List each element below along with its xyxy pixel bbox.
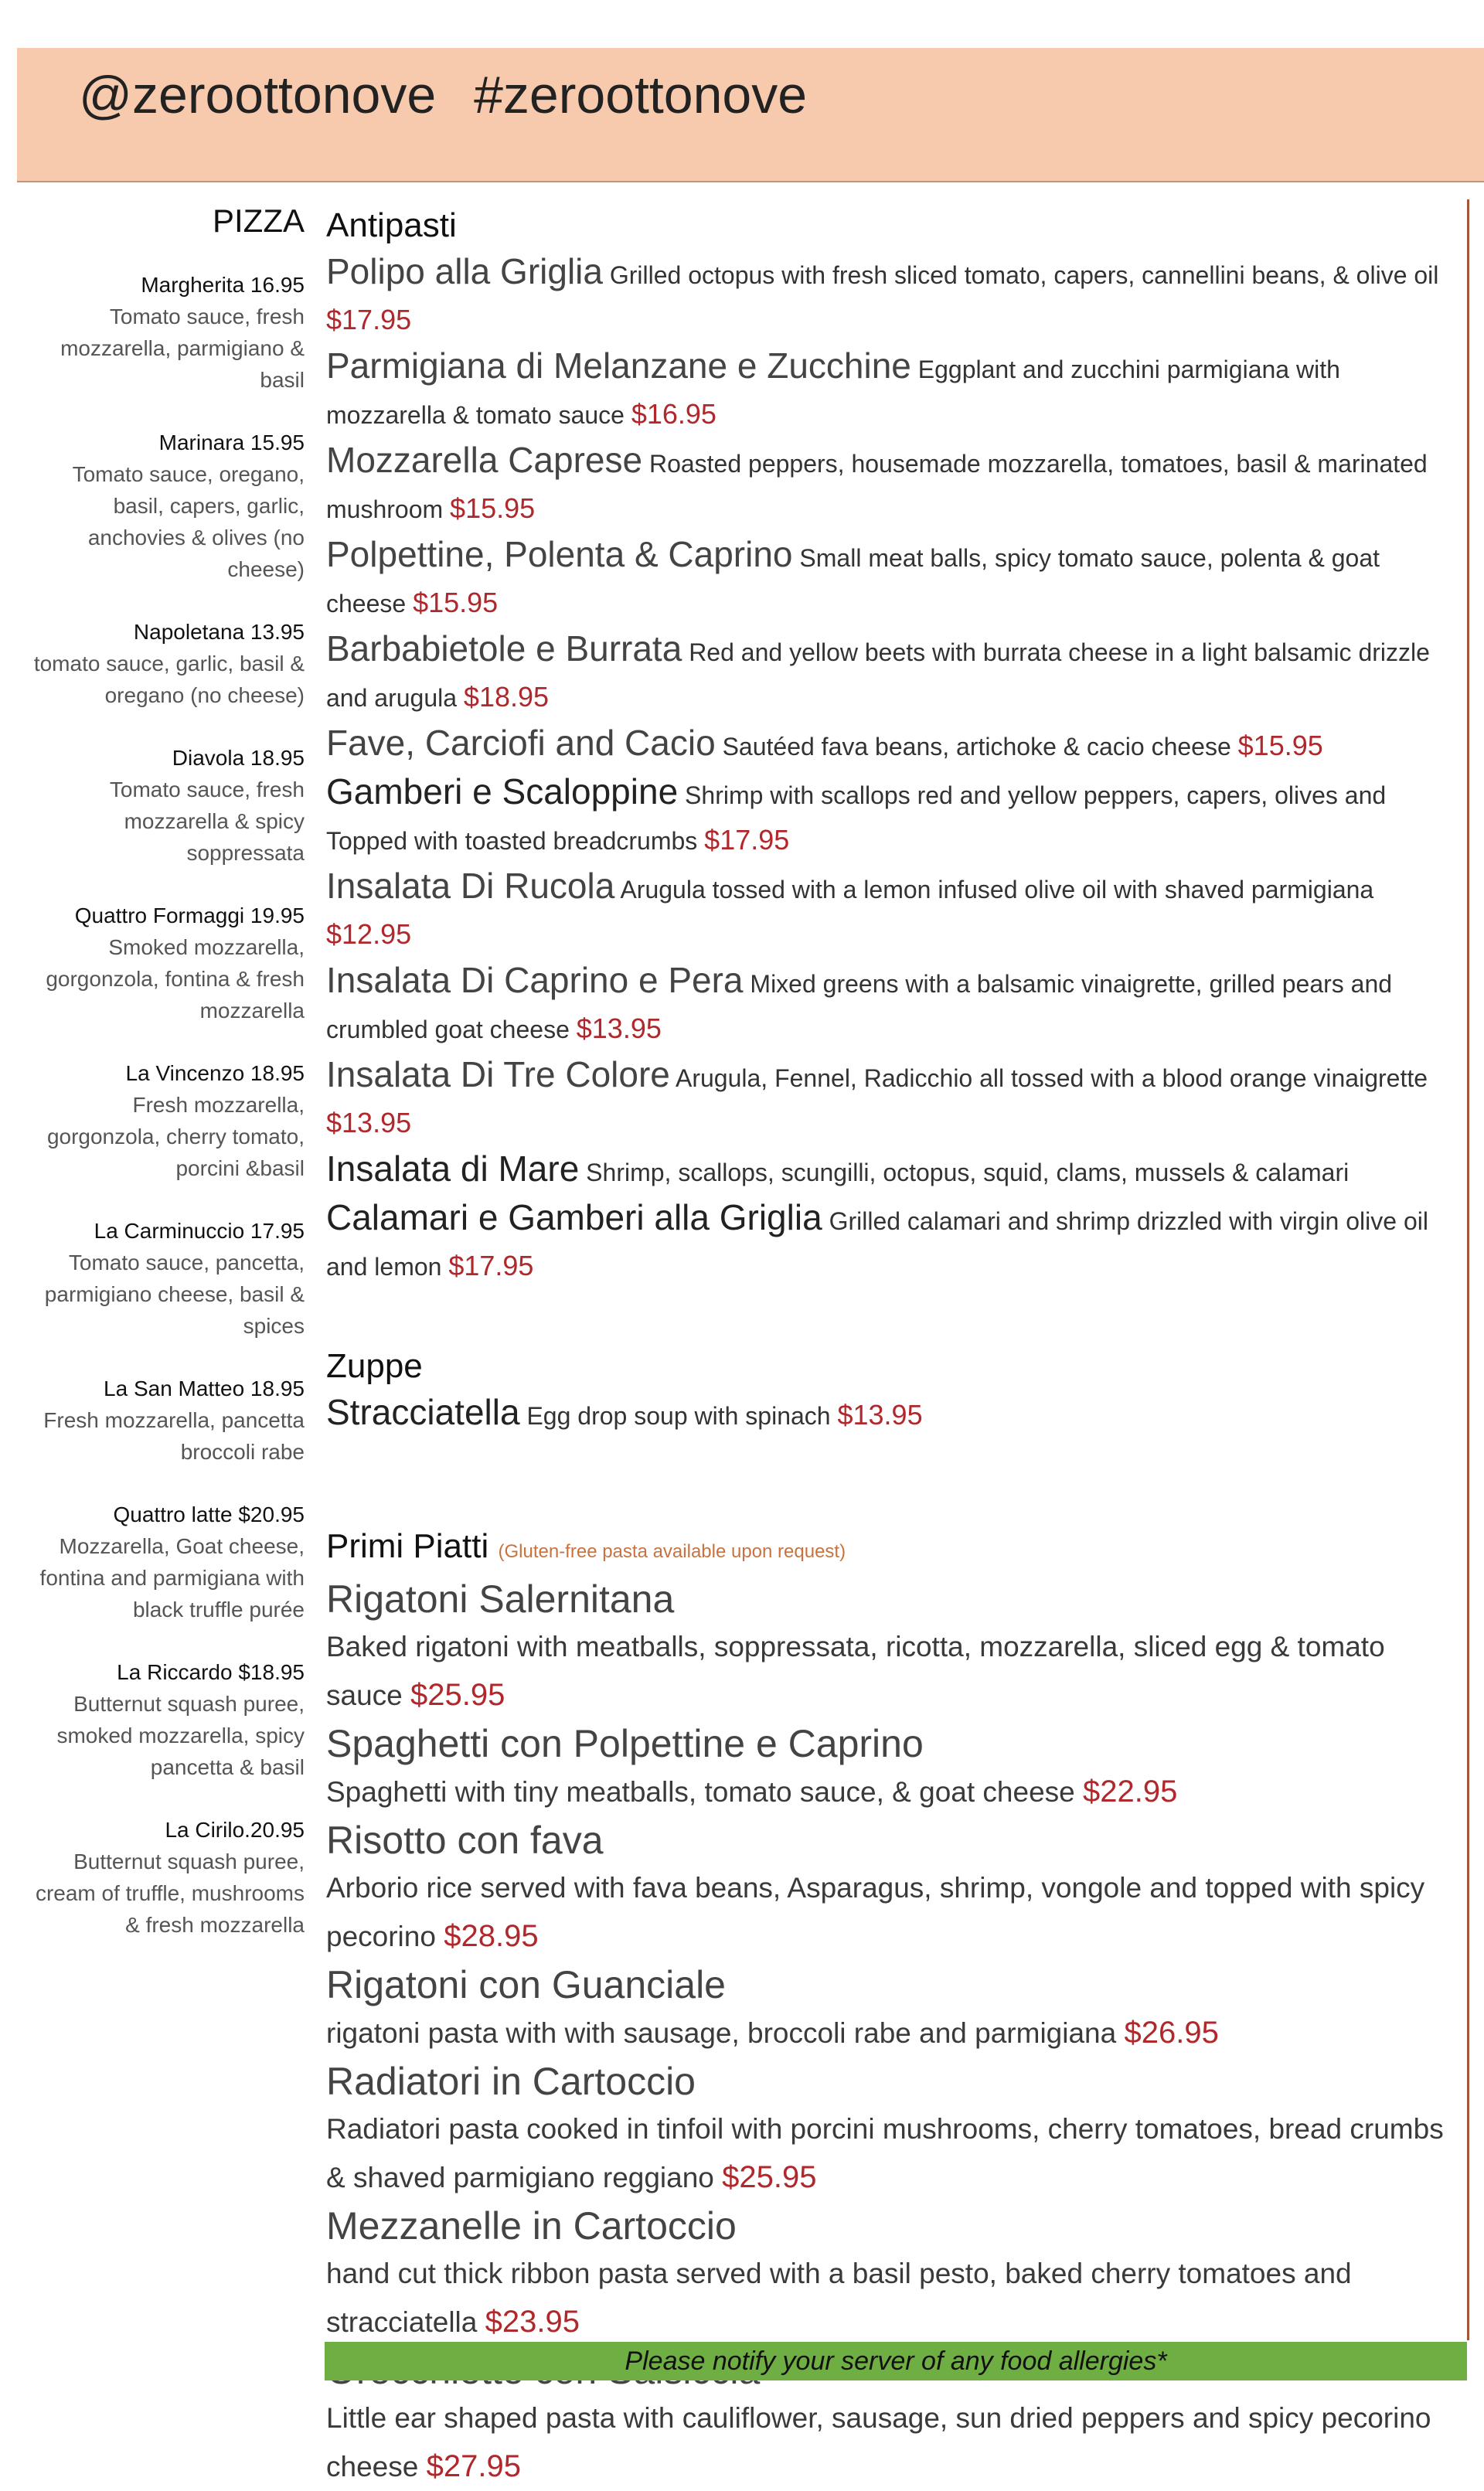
antipasti-dish [326,1052,1455,1146]
primi-title [326,1523,1455,1575]
pizza-item [23,1656,305,1783]
dish-name: Spaghetti con Polpettine e Caprino [326,1722,924,1765]
dish-name: Insalata Di Caprino e Pera [326,960,744,1000]
dish-description: Grilled calamari and shrimp drizzled with virgin olive oil and lemon [326,1207,1428,1281]
pizza-name: La Cirilo.20.95 [165,1818,305,1842]
dish-price: $28.95 [444,1919,539,1953]
pizza-description: Mozzarella, Goat cheese, fontina and parmigiana with black truffle purée [39,1534,305,1622]
antipasti-dish [326,343,1455,437]
dish-name: Calamari e Gamberi alla Griglia [326,1197,822,1237]
dish-price: $13.95 [576,1012,662,1044]
pizza-name: Margherita 16.95 [141,273,305,297]
dish-name: Risotto con fava [326,1819,604,1862]
dish-name: Stracciatella [326,1392,520,1432]
dish-name: Insalata di Mare [326,1149,580,1189]
pizza-item [23,1373,305,1468]
dish-name: Rigatoni Salernitana [326,1577,675,1621]
pizza-description: Fresh mozzarella, pancetta broccoli rabe [43,1408,305,1464]
dish-description: Eggplant and zucchini parmigiana with mozzarella & tomato sauce [326,356,1340,429]
dish-price: $17.95 [326,304,412,335]
dish-price: $27.95 [426,2449,521,2483]
pizza-description: Smoked mozzarella, gorgonzola, fontina & fresh mozzarella [46,935,305,1023]
dish-description: Shrimp with scallops red and yellow peppers, capers, olives and Topped with toasted breadcrumbs [326,781,1387,855]
dish-description: rigatoni pasta with with sausage, broccoli rabe and parmigiana [326,2017,1117,2049]
dish-description: Grilled octopus with fresh sliced tomato, capers, cannellini beans, & olive oil [609,261,1439,289]
pizza-name: Diavola 18.95 [172,746,305,770]
dish-name: Mozzarella Caprese [326,440,643,480]
hashtag[interactable]: #zeroottonove [474,66,808,124]
allergy-notice: Please notify your server of any food allergies* [325,2342,1467,2380]
dish-description: Roasted peppers, housemade mozzarella, tomatoes, basil & marinated mushroom [326,450,1428,523]
antipasti-dish [326,1195,1455,1289]
pizza-item [23,1215,305,1342]
pizza-name: La San Matteo 18.95 [104,1377,305,1400]
main-menu-column [326,202,1455,2491]
dish-price: $22.95 [1083,1775,1178,1809]
dish-price: $25.95 [410,1678,505,1712]
pizza-item [23,269,305,396]
dish-name: Mezzanelle in Cartoccio [326,2204,737,2248]
pizza-description: tomato sauce, garlic, basil & oregano (no cheese) [33,652,305,707]
pizza-description: Butternut squash puree, cream of truffle, mushrooms & fresh mozzarella [35,1850,305,1937]
pizza-title: PIZZA [212,202,305,239]
primi-dish [326,1816,1455,1961]
pizza-name: Quattro Formaggi 19.95 [74,903,305,927]
dish-description: Little ear shaped pasta with cauliflower, sausage, sun dried peppers and spicy pecorino cheese [326,2402,1431,2482]
antipasti-dish [326,437,1455,532]
primi-dish [326,1720,1455,1816]
dish-name: Insalata Di Tre Colore [326,1054,670,1094]
dish-description: Arborio rice served with fava beans, Asparagus, shrimp, vongole and topped with spicy pecorino [326,1872,1425,1952]
dish-price: $26.95 [1124,2016,1219,2050]
dish-description: Shrimp, scallops, scungilli, octopus, squid, clams, mussels & calamari [586,1159,1350,1186]
dish-price: $12.95 [326,918,412,950]
dish-price: $16.95 [631,398,716,430]
pizza-description: Fresh mozzarella, gorgonzola, cherry tomato, porcini &basil [46,1093,305,1180]
pizza-item [23,1057,305,1184]
pizza-name: La Vincenzo 18.95 [125,1061,305,1085]
dish-name: Gamberi e Scaloppine [326,771,679,812]
dish-name: Fave, Carciofi and Cacio [326,723,716,763]
dish-description: Radiatori pasta cooked in tinfoil with porcini mushrooms, cherry tomatoes, bread crumbs & shaved parmigiano reggiano [326,2113,1444,2193]
primi-dish [326,1575,1455,1720]
vertical-divider [1467,199,1469,2340]
zuppe-dish [326,1390,1455,1438]
antipasti-dish [326,532,1455,626]
zuppe-list [326,1390,1455,1438]
gluten-free-note: (Gluten-free pasta available upon request) [498,1541,846,1562]
dish-name: Polipo alla Griglia [326,251,603,291]
pizza-item [23,900,305,1026]
antipasti-dish [326,626,1455,720]
dish-price: $15.95 [450,492,536,524]
antipasti-list [326,249,1455,1289]
dish-name: Radiatori in Cartoccio [326,2060,696,2103]
primi-dish [326,2057,1455,2202]
dish-description: Egg drop soup with spinach [526,1402,831,1430]
pizza-name: Napoletana 13.95 [133,620,305,644]
dish-description: Sautéed fava beans, artichoke & cacio cheese [722,733,1231,761]
pizza-item [23,1814,305,1941]
social-handles [79,65,830,125]
primi-dish [326,1961,1455,2057]
dish-price: $17.95 [448,1250,534,1281]
pizza-name: La Riccardo $18.95 [117,1660,305,1684]
dish-name: Insalata Di Rucola [326,866,615,906]
dish-price: $23.95 [485,2305,580,2339]
dish-description: Baked rigatoni with meatballs, soppressata, ricotta, mozzarella, sliced egg & tomato sauce [326,1631,1385,1711]
pizza-description: Tomato sauce, pancetta, parmigiano cheese, basil & spices [44,1251,305,1338]
dish-name: Rigatoni con Guanciale [326,1963,726,2006]
instagram-handle[interactable]: @zeroottonove [79,66,437,124]
dish-description: Spaghetti with tiny meatballs, tomato sauce, & goat cheese [326,1776,1075,1808]
pizza-column [23,202,305,1972]
dish-name: Polpettine, Polenta & Caprino [326,534,793,574]
pizza-item [23,1499,305,1625]
primi-dish [326,2202,1455,2346]
antipasti-dish [326,1146,1455,1195]
dish-description: Mixed greens with a balsamic vinaigrette, grilled pears and crumbled goat cheese [326,970,1393,1043]
pizza-description: Butternut squash puree, smoked mozzarella, spicy pancetta & basil [56,1692,305,1779]
antipasti-dish [326,720,1455,769]
dish-description: Small meat balls, spicy tomato sauce, polenta & goat cheese [326,544,1380,618]
pizza-list [23,269,305,1941]
pizza-description: Tomato sauce, fresh mozzarella, parmigiano & basil [60,305,305,392]
dish-description: Arugula, Fennel, Radicchio all tossed with a blood orange vinaigrette [676,1064,1428,1092]
antipasti-title: Antipasti [326,206,457,244]
dish-price: $15.95 [1237,730,1323,761]
dish-price: $25.95 [722,2160,817,2194]
dish-name: Parmigiana di Melanzane e Zucchine [326,345,911,386]
pizza-item [23,616,305,711]
dish-price: $17.95 [704,824,790,856]
zuppe-title: Zuppe [326,1347,423,1385]
pizza-item [23,742,305,869]
pizza-item [23,427,305,585]
dish-description: hand cut thick ribbon pasta served with a basil pesto, baked cherry tomatoes and stracciatella [326,2258,1352,2338]
antipasti-dish [326,249,1455,343]
pizza-name: Marinara 15.95 [158,430,305,454]
pizza-description: Tomato sauce, oregano, basil, capers, garlic, anchovies & olives (no cheese) [72,462,305,581]
dish-price: $18.95 [463,681,550,713]
antipasti-dish [326,958,1455,1052]
dish-price: $13.95 [326,1107,412,1138]
pizza-name: Quattro latte $20.95 [113,1502,305,1526]
pizza-name: La Carminuccio 17.95 [94,1219,305,1243]
antipasti-dish [326,769,1455,863]
dish-name: Barbabietole e Burrata [326,628,682,669]
antipasti-dish [326,863,1455,958]
dish-price: $13.95 [837,1399,923,1431]
primi-title-text: Primi Piatti [326,1527,489,1565]
dish-description: Red and yellow beets with burrata cheese in a light balsamic drizzle and arugula [326,638,1430,712]
pizza-description: Tomato sauce, fresh mozzarella & spicy soppressata [109,778,305,865]
dish-price: $15.95 [413,587,499,618]
dish-description: Arugula tossed with a lemon infused olive oil with shaved parmigiana [620,876,1374,903]
